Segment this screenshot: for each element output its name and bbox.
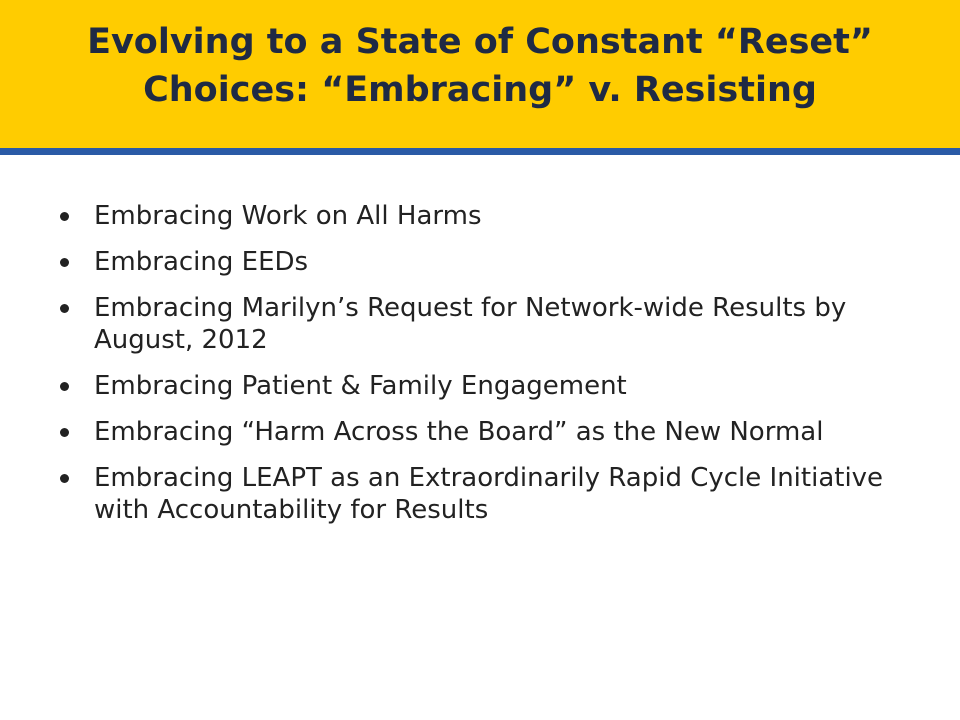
bullet-dot-icon	[60, 428, 69, 437]
bullet-dot-icon	[60, 304, 69, 313]
bullet-dot-icon	[60, 382, 69, 391]
title-line-1: Evolving to a State of Constant “Reset”	[87, 22, 873, 62]
bullet-dot-icon	[60, 212, 69, 221]
bullet-text: Embracing EEDs	[94, 247, 309, 277]
bullet-item	[60, 292, 920, 356]
title-divider	[0, 148, 960, 155]
bullet-item	[60, 462, 920, 526]
slide-title	[20, 18, 940, 114]
bullet-text: Embracing LEAPT as an Extraordinarily Rapid Cycle Initiative with Accountability for Results	[94, 463, 884, 525]
bullet-text: Embracing Marilyn’s Request for Network-wide Results by August, 2012	[94, 293, 847, 355]
bullet-item	[60, 370, 920, 402]
title-line-2: Choices: “Embracing” v. Resisting	[143, 70, 817, 110]
bullet-dot-icon	[60, 474, 69, 483]
bullet-dot-icon	[60, 258, 69, 267]
bullet-text: Embracing Work on All Harms	[94, 201, 482, 231]
bullet-list	[60, 200, 920, 540]
bullet-item	[60, 416, 920, 448]
bullet-text: Embracing Patient & Family Engagement	[94, 371, 627, 401]
bullet-text: Embracing “Harm Across the Board” as the New Normal	[94, 417, 824, 447]
bullet-item	[60, 200, 920, 232]
bullet-item	[60, 246, 920, 278]
